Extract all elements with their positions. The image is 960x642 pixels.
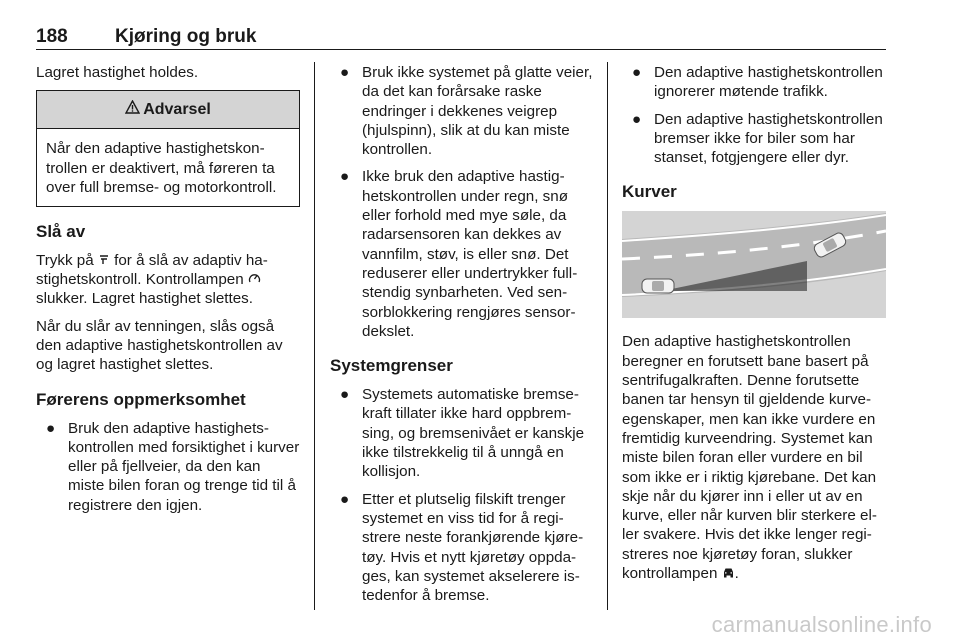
bullet-icon: ● (632, 64, 642, 81)
curve-illustration (622, 211, 886, 318)
bullet-icon: ● (632, 110, 642, 128)
off-paragraph-1 (36, 251, 300, 309)
list-item-text: Systemets automatiske bremsekraft tillater ikke hard oppbremsing, og bremsenivået er kanskje ikke tilstrekkelig til å unngå en kollisjon. (362, 386, 585, 481)
page-header (36, 22, 886, 48)
cruise-control-lamp-icon (248, 271, 261, 287)
column-divider (607, 62, 608, 610)
vehicle-ahead-icon (722, 565, 735, 581)
attention-heading: Førerens oppmerksomhet (36, 389, 246, 409)
curves-text: Den adaptive hastighetskontrollen beregner en forutsett bane basert på sentrifugalkraften. Denne forutsette banen tar hensyn til gjeldende kurveegenskaper, men kan ikke vurdere en fremtidig kurveendring. Systemet kan miste bilen foran eller vurdere en bil som ikke er i riktig kjørebane. Det kan skje når du kjører inn i eller ut av en kurve, eller når kurven blir sterkere eller svakere. Hvis det ikke lenger registreres noe kjøretøy foran, slukker kontrollampen (622, 333, 877, 583)
off-paragraph-2: Når du slår av tenningen, slås også den adaptive hastighetskontrollen av og lagret hastighet slettes. (36, 317, 283, 374)
watermark: carmanualsonline.info (711, 612, 932, 637)
list-item (338, 385, 594, 481)
limits-list (338, 385, 594, 605)
list-item (44, 419, 300, 515)
bullet-icon: ● (46, 419, 56, 437)
bullet-icon: ● (340, 490, 350, 508)
column-divider (314, 62, 315, 610)
list-item (338, 167, 594, 341)
intro-text: Lagret hastighet holdes. (36, 64, 199, 81)
warning-text: Når den adaptive hastighetskontrollen er deaktivert, må føreren ta over full bremse- og motorkontroll. (46, 140, 277, 197)
attention-list (44, 419, 300, 515)
warning-title: Advarsel (143, 101, 211, 119)
list-item (338, 63, 594, 159)
limits-list-continued (630, 63, 888, 167)
column-3 (622, 63, 888, 591)
warning-triangle-icon (125, 100, 140, 119)
limits-heading: Systemgrenser (330, 356, 453, 376)
off-text-c: slukker. Lagret hastighet slettes. (36, 290, 253, 308)
bullet-icon: ● (340, 386, 350, 404)
cruise-cancel-button-icon (98, 252, 110, 268)
list-item-text: Den adaptive hastighetskontrollen bremser ikke for biler som har stanset, fotgjengere eller dyr. (654, 110, 883, 167)
curves-paragraph (622, 332, 888, 583)
list-item-text: Bruk den adaptive hastighetskontrollen med forsiktighet i kurver eller på fjellveier, da den kan miste bilen foran og trenge tid til å registrere den igjen. (68, 419, 300, 514)
chapter-title: Kjøring og bruk (115, 26, 257, 47)
list-item-text: Ikke bruk den adaptive hastighetskontrollen under regn, snø eller forhold med mye søle, da radarsensoren kan dekkes av vannfilm, støv, is eller snø. Det reduserer eller undertrykker fullstendig synbarheten. Ved sensorblokkering rengjøres sensordekslet. (362, 168, 578, 340)
list-item-text: Etter et plutselig filskift trenger systemet en viss tid for å registrere neste forankjørende kjøretøy. Hvis et nytt kjøretøy oppdages, kan systemet akselerere istedenfor å bremse. (362, 490, 584, 605)
list-item-text: Den adaptive hastighetskontrollen ignorerer møtende trafikk. (654, 64, 883, 101)
warning-box (36, 90, 300, 207)
bullet-icon: ● (340, 168, 350, 186)
list-item-text: Bruk ikke systemet på glatte veier, da det kan forårsake raske endringer i dekkenes veigrep (hjulspinn), slik at du kan miste kontrollen. (362, 64, 593, 159)
curve-road-diagram (622, 211, 886, 318)
curves-heading: Kurver (622, 182, 677, 202)
list-item (630, 110, 888, 168)
page-number: 188 (36, 26, 68, 47)
list-item (630, 63, 888, 102)
off-text-a: Trykk på (36, 251, 94, 269)
curves-end: . (734, 565, 739, 583)
own-vehicle-icon (642, 279, 674, 293)
caution-list (338, 63, 594, 341)
off-heading: Slå av (36, 221, 86, 241)
list-item (338, 490, 594, 606)
bullet-icon: ● (340, 64, 350, 81)
warning-header (37, 91, 299, 129)
column-1 (36, 63, 300, 523)
off-text-b: for å slå av adaptiv hastighetskontroll. Kontrollampen (36, 251, 268, 289)
column-2 (330, 63, 594, 613)
header-rule (36, 49, 886, 50)
